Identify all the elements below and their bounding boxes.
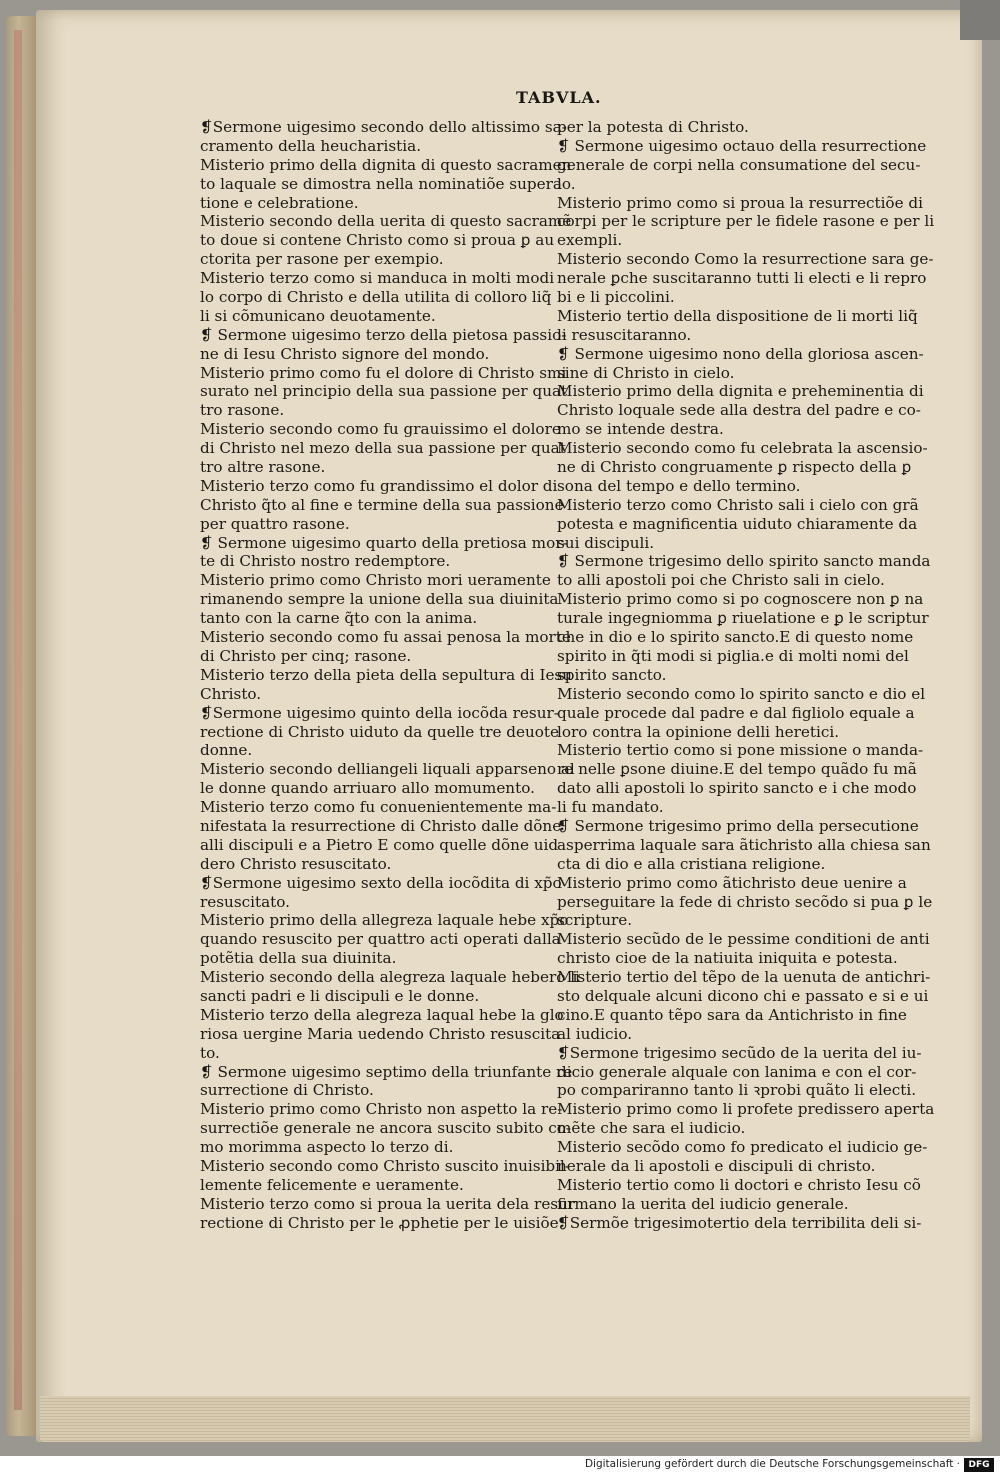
text-line: tanto con la carne q̃to con la anima. bbox=[200, 609, 478, 628]
text-line: spirito in q̃ti modi si piglia.e di molti nomi del bbox=[557, 646, 909, 665]
text-line: lo. bbox=[557, 174, 576, 193]
text-line: Misterio tertio como li doctori e christo Iesu cõ bbox=[557, 1175, 921, 1194]
text-line: per quattro rasone. bbox=[200, 514, 350, 533]
text-line: Misterio secõdo como fo predicato el iudicio ge- bbox=[557, 1138, 928, 1157]
text-line: ❡ Sermone uigesimo quarto della pretiosa mor- bbox=[200, 533, 568, 552]
text-line: asperrima laquale sara ãtichristo alla chiesa san bbox=[557, 835, 931, 854]
text-line: Misterio secũdo de le pessime conditioni de anti bbox=[557, 930, 930, 949]
text-line: Misterio secondo Como la resurrectione sara ge- bbox=[557, 250, 934, 269]
text-line: di Christo per cinq; rasone. bbox=[200, 646, 412, 665]
text-line: Misterio terzo como si manduca in molti modi bbox=[200, 269, 555, 288]
text-line: loro contra la opinione delli heretici. bbox=[557, 722, 840, 741]
text-line: to alli apostoli poi che Christo sali in cielo. bbox=[557, 571, 885, 590]
text-line: Misterio secondo como lo spirito sancto e dio el bbox=[557, 684, 926, 703]
footer-credit: Digitalisierung gefördert durch die Deutsche Forschungsgemeinschaft · bbox=[584, 1458, 960, 1470]
text-line: exempli. bbox=[557, 231, 623, 250]
text-line: te di Christo nostro redemptore. bbox=[200, 552, 451, 571]
text-line: donne. bbox=[200, 741, 253, 760]
text-line: ❡ Sermone uigesimo septimo della triunfante re bbox=[200, 1062, 573, 1081]
text-line: Misterio primo della allegreza laquale hebe xp̃o bbox=[200, 911, 569, 930]
text-line: che in dio e lo spirito sancto.E di questo nome bbox=[557, 628, 914, 647]
text-line: Misterio primo como ãtichristo deue uenire a bbox=[557, 873, 907, 892]
dfg-logo: DFG bbox=[964, 1458, 994, 1472]
text-line: bi e li piccolini. bbox=[557, 288, 675, 307]
text-line: lemente felicemente e ueramente. bbox=[200, 1175, 464, 1194]
text-line: to. bbox=[200, 1043, 220, 1062]
text-line: ❡Sermone uigesimo secondo dello altissimo sa- bbox=[200, 118, 567, 136]
page-header-title: TABVLA. bbox=[516, 88, 602, 107]
text-line: Misterio secondo della alegreza laquale hebero li bbox=[200, 968, 580, 987]
text-line: tione e celebratione. bbox=[200, 193, 359, 212]
text-line: Christo. bbox=[200, 684, 262, 703]
text-line: ❡Sermone uigesimo sexto della iocõdita di xp̃o bbox=[200, 873, 562, 892]
text-line: li resuscitaranno. bbox=[557, 325, 692, 344]
text-line: per la potesta di Christo. bbox=[557, 118, 749, 136]
text-line: generale de corpi nella consumatione del secu- bbox=[557, 155, 921, 174]
text-line: rectione di Christo per le ꝓphetie per le uisiõe bbox=[200, 1213, 559, 1232]
text-column-right bbox=[557, 118, 935, 1233]
text-line: sto delquale alcuni dicono chi e passato e si e ui bbox=[557, 986, 929, 1005]
text-line: li fu mandato. bbox=[557, 798, 664, 817]
text-line: po compariranno tanto li ꝛprobi quãto li electi. bbox=[557, 1081, 917, 1100]
text-line: mo se intende destra. bbox=[557, 420, 724, 439]
text-line: Misterio primo como Christo mori ueramente bbox=[200, 571, 551, 590]
text-line: corpi per le scripture per le fidele rasone e per li bbox=[557, 212, 935, 231]
text-line: mo morimma aspecto lo terzo di. bbox=[200, 1138, 454, 1157]
text-line: sine di Christo in cielo. bbox=[557, 363, 735, 382]
text-line: to laquale se dimostra nella nominatiõe supera bbox=[200, 174, 562, 193]
text-line: ne di Christo congruamente ꝑ rispecto della ꝑ bbox=[557, 458, 912, 477]
text-line: Misterio tertio como si pone missione o manda- bbox=[557, 741, 924, 760]
text-line: ❡ Sermone uigesimo octauo della resurrectione bbox=[557, 136, 927, 155]
text-line: dero Christo resuscitato. bbox=[200, 854, 392, 873]
text-line: Misterio primo della dignita e preheminentia di bbox=[557, 382, 924, 401]
text-line: to doue si contene Christo como si proua ꝑ au bbox=[200, 231, 555, 250]
text-line: Christo loquale sede alla destra del padre e co- bbox=[557, 401, 921, 420]
text-line: Misterio terzo della pieta della sepultura di Iesu bbox=[200, 665, 573, 684]
text-line: Misterio secondo como fu grauissimo el dolore bbox=[200, 420, 561, 439]
text-line: ❡ Sermone trigesimo primo della persecutione bbox=[557, 816, 919, 835]
text-line: re nelle ꝑsone diuine.E del tempo quãdo fu mã bbox=[557, 760, 917, 779]
text-line: dato alli apostoli lo spirito sancto e i che modo bbox=[557, 779, 917, 798]
text-line: Misterio secondo como fu assai penosa la morte bbox=[200, 628, 571, 647]
text-line: Misterio tertio della dispositione de li morti liq̃ bbox=[557, 306, 918, 325]
text-line: Misterio secondo della uerita di questo sacramẽ bbox=[200, 212, 572, 231]
text-line: resuscitato. bbox=[200, 892, 290, 911]
text-line: sui discipuli. bbox=[557, 533, 655, 552]
text-line: Misterio tertio del tẽpo de la uenuta de antichri- bbox=[557, 968, 931, 987]
text-line: Misterio primo como si po cognoscere non ꝑ na bbox=[557, 590, 924, 609]
text-line: Christo q̃to al fine e termine della sua passione bbox=[200, 495, 564, 514]
text-line: sona del tempo e dello termino. bbox=[557, 476, 801, 495]
book-edge-red-stain bbox=[14, 30, 22, 1410]
text-line: spirito sancto. bbox=[557, 665, 667, 684]
text-line: ❡ Sermone uigesimo terzo della pietosa passio- bbox=[200, 325, 567, 344]
text-line: ne di Iesu Christo signore del mondo. bbox=[200, 344, 490, 363]
text-line: potẽtia della sua diuinita. bbox=[200, 949, 397, 968]
text-column-left bbox=[200, 118, 580, 1233]
text-line: scripture. bbox=[557, 911, 633, 930]
text-line: ctorita per rasone per exempio. bbox=[200, 250, 444, 269]
text-line: cta di dio e alla cristiana religione. bbox=[557, 854, 826, 873]
text-line: Misterio primo como fu el dolore di Christo smi bbox=[200, 363, 567, 382]
text-line: ❡ Sermone uigesimo nono della gloriosa ascen- bbox=[557, 344, 924, 363]
text-line: li si cõmunicano deuotamente. bbox=[200, 306, 436, 325]
text-line: Misterio primo como Christo non aspetto la re- bbox=[200, 1100, 563, 1119]
text-line: nerale ꝑche suscitaranno tutti li electi e li repro bbox=[557, 269, 927, 288]
text-line: ❡ Sermone trigesimo dello spirito sancto manda bbox=[557, 552, 931, 571]
text-line: Misterio terzo como Christo sali i cielo con grã bbox=[557, 495, 919, 514]
text-line: ❡Sermone uigesimo quinto della iocõda resur- bbox=[200, 703, 559, 722]
text-line: Misterio primo como li profete predissero aperta bbox=[557, 1100, 935, 1119]
text-line: dicio generale alquale con lanima e con el cor- bbox=[557, 1062, 917, 1081]
text-line: nifestata la resurrectione di Christo dalle dõne bbox=[200, 816, 562, 835]
text-line: firmano la uerita del iudicio generale. bbox=[557, 1194, 849, 1213]
text-line: surato nel principio della sua passione per quat bbox=[200, 382, 568, 401]
text-line: Misterio primo como si proua la resurrectiõe di bbox=[557, 193, 923, 212]
text-line: ❡Sermõe trigesimotertio dela terribilita deli si- bbox=[557, 1213, 922, 1232]
page-stack-edge bbox=[40, 1396, 970, 1442]
scan-corner bbox=[960, 0, 1000, 40]
text-line: quale procede dal padre e dal figliolo equale a bbox=[557, 703, 915, 722]
text-line: sancti padri e li discipuli e le donne. bbox=[200, 986, 480, 1005]
text-line: perseguitare la fede di christo secõdo si pua ꝑ le bbox=[557, 892, 933, 911]
text-line: le donne quando arriuaro allo momumento. bbox=[200, 779, 535, 798]
text-line: ❡Sermone trigesimo secũdo de la uerita del iu- bbox=[557, 1043, 922, 1062]
text-line: potesta e magnificentia uiduto chiaramente da bbox=[557, 514, 918, 533]
text-line: Misterio terzo como si proua la uerita dela resur bbox=[200, 1194, 576, 1213]
text-line: mẽte che sara el iudicio. bbox=[557, 1119, 746, 1138]
text-line: turale ingegniomma ꝑ riuelatione e ꝑ le scriptur bbox=[557, 609, 929, 628]
text-line: Misterio terzo como fu conuenientemente ma- bbox=[200, 798, 557, 817]
text-line: cino.E quanto tẽpo sara da Antichristo in fine bbox=[557, 1005, 907, 1024]
text-line: Misterio secondo como Christo suscito inuisibil- bbox=[200, 1156, 571, 1175]
text-line: Misterio secondo delliangeli liquali apparseno al bbox=[200, 760, 575, 779]
text-line: rectione di Christo uiduto da quelle tre deuote bbox=[200, 722, 559, 741]
text-line: Misterio terzo como fu grandissimo el dolor di bbox=[200, 476, 558, 495]
text-line: tro altre rasone. bbox=[200, 458, 326, 477]
text-line: quando resuscito per quattro acti operati dalla bbox=[200, 930, 561, 949]
text-line: cramento della heucharistia. bbox=[200, 136, 422, 155]
text-line: al iudicio. bbox=[557, 1024, 633, 1043]
text-line: lo corpo di Christo e della utilita di colloro liq̃ bbox=[200, 288, 552, 307]
text-line: nerale da li apostoli e discipuli di christo. bbox=[557, 1156, 876, 1175]
text-line: di Christo nel mezo della sua passione per quat bbox=[200, 439, 566, 458]
text-line: christo cioe de la natiuita iniquita e potesta. bbox=[557, 949, 898, 968]
text-line: Misterio terzo della alegreza laqual hebe la glo bbox=[200, 1005, 564, 1024]
text-line: tro rasone. bbox=[200, 401, 285, 420]
text-line: riosa uergine Maria uedendo Christo resuscita bbox=[200, 1024, 561, 1043]
text-line: alli discipuli e a Pietro E como quelle dõne uid bbox=[200, 835, 559, 854]
text-line: Misterio secondo como fu celebrata la ascensio- bbox=[557, 439, 928, 458]
text-line: Misterio primo della dignita di questo sacramen bbox=[200, 155, 572, 174]
text-line: rimanendo sempre la unione della sua diuinita bbox=[200, 590, 559, 609]
text-line: surrectiõe generale ne ancora suscito subito co- bbox=[200, 1119, 572, 1138]
text-line: surrectione di Christo. bbox=[200, 1081, 374, 1100]
